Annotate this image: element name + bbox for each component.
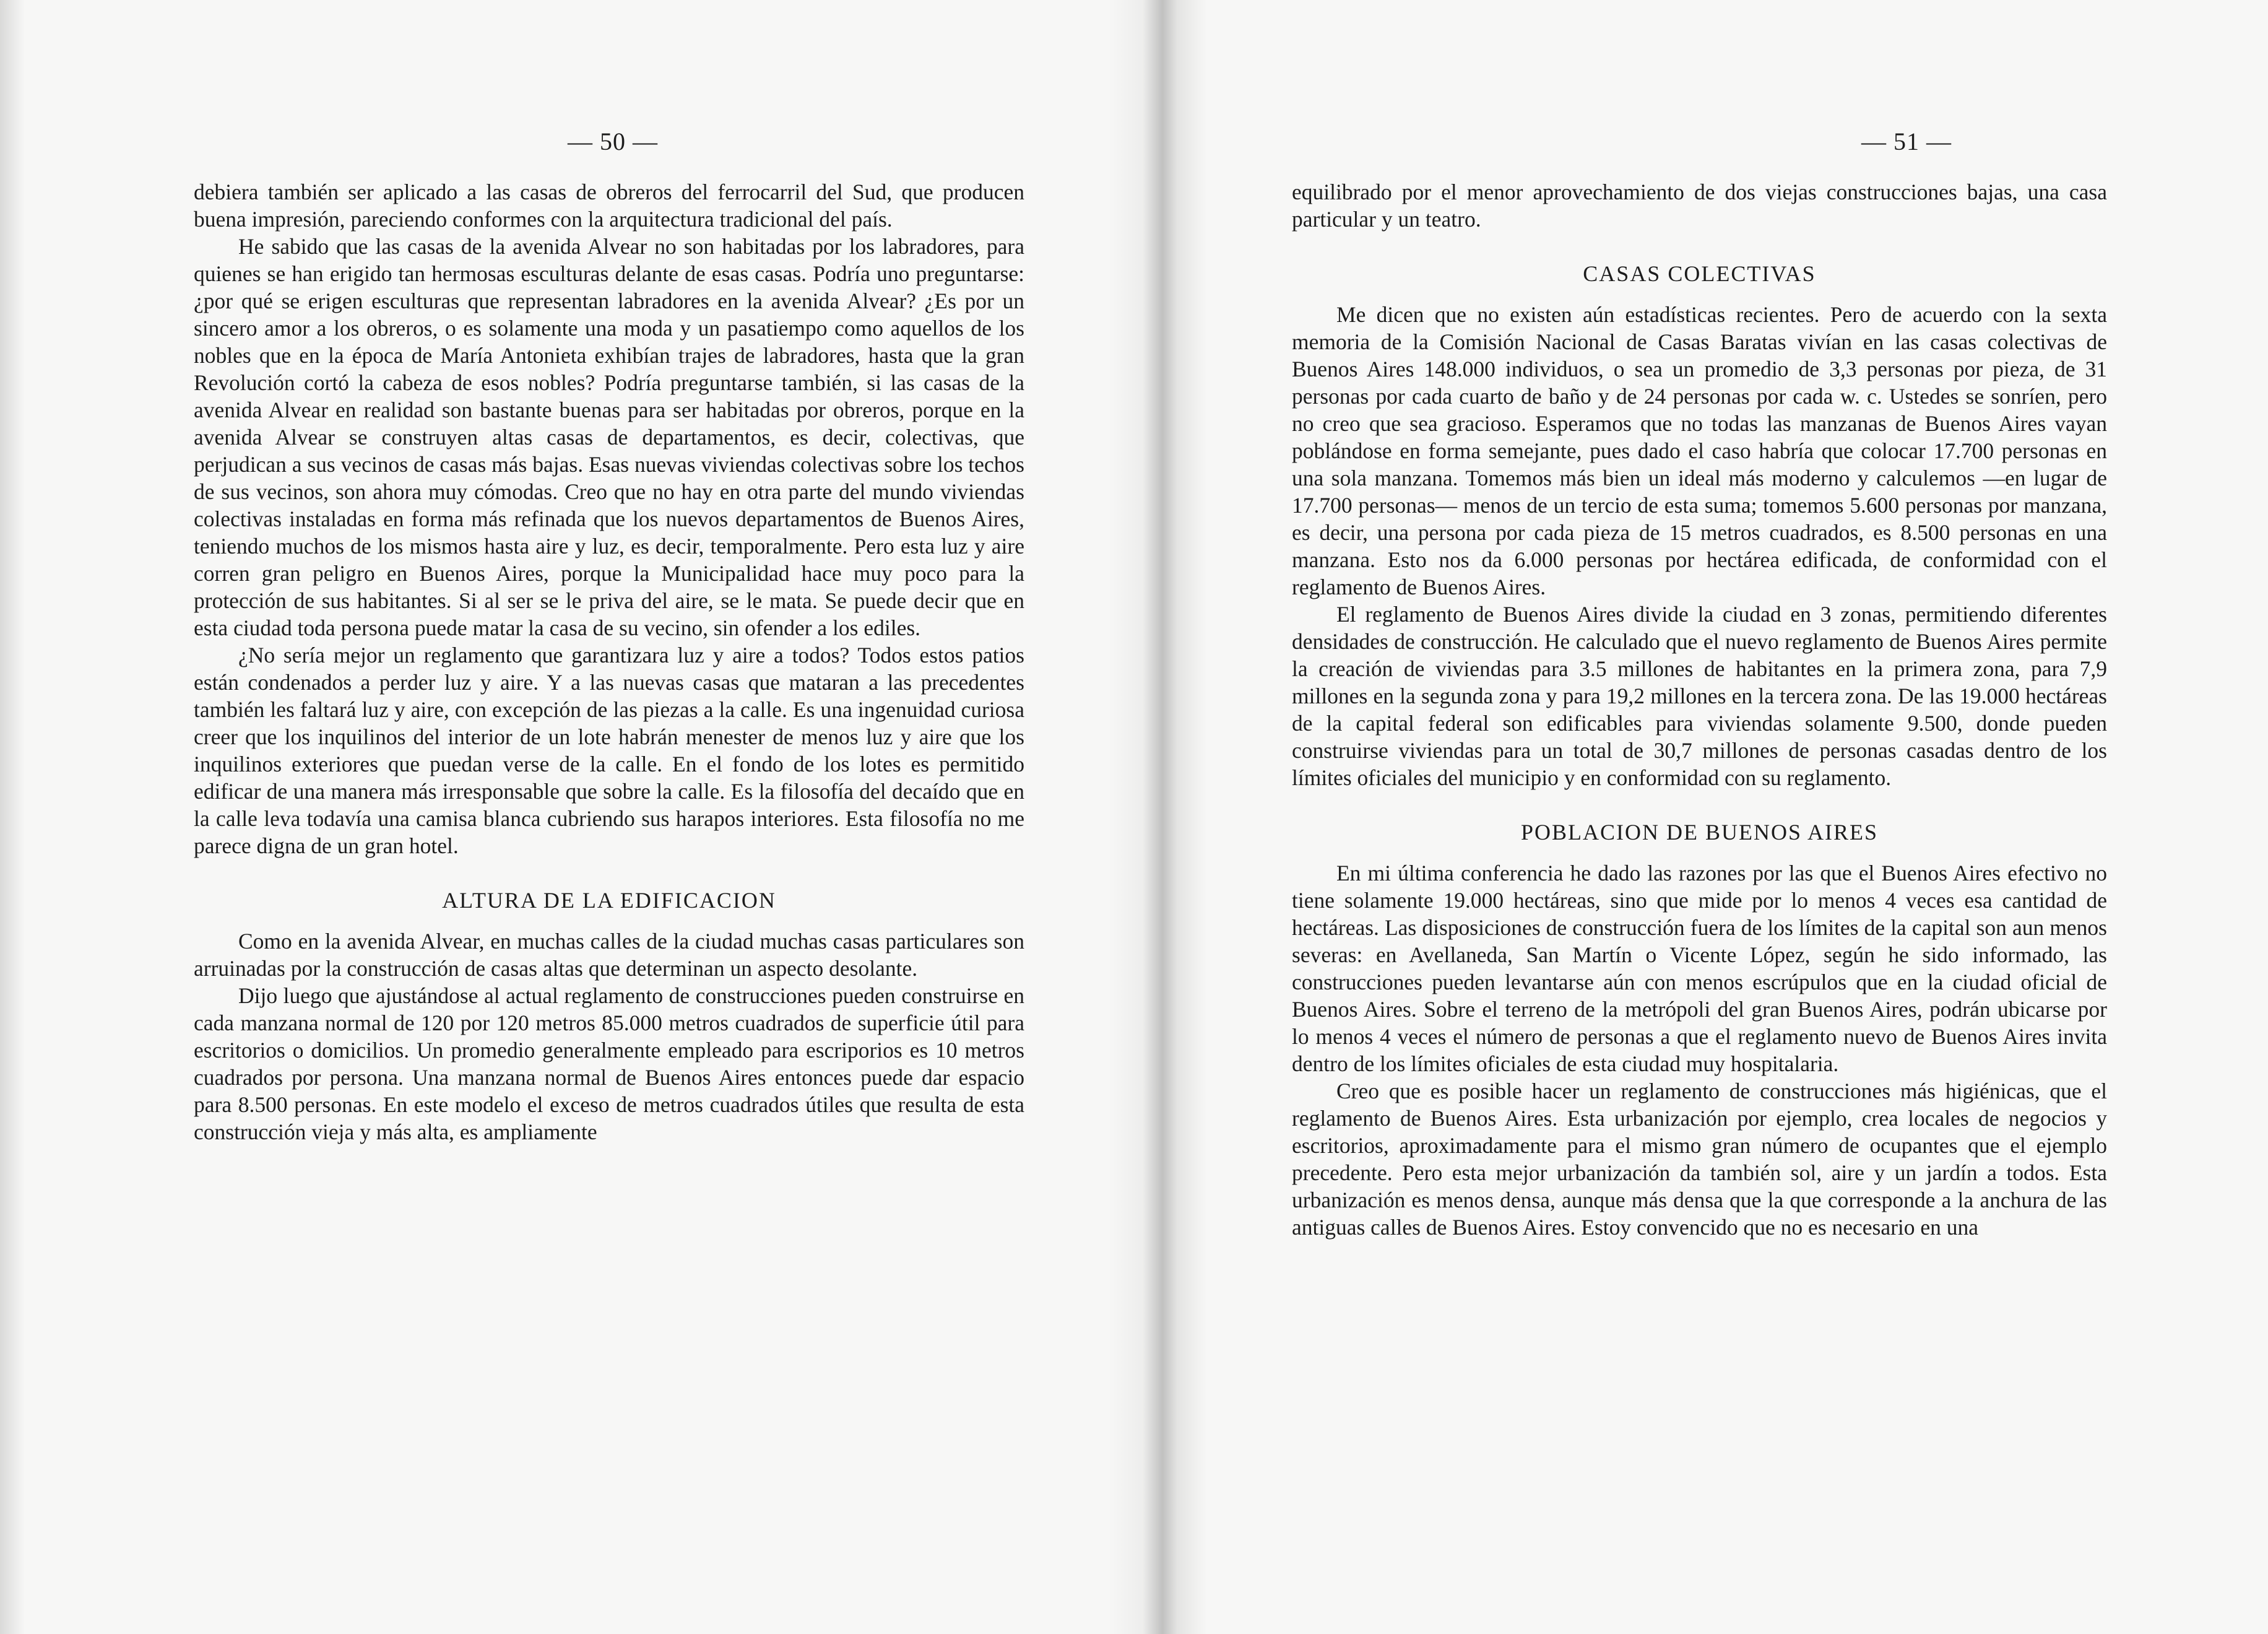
- section-heading: POBLACION DE BUENOS AIRES: [1520, 820, 1879, 845]
- section-heading: ALTURA DE LA EDIFICACION: [442, 888, 776, 913]
- paragraph: Como en la avenida Alvear, en muchas calles de la ciudad muchas casas particulares son arruinadas por la construcción de casas altas que determinan un aspecto desolante.: [194, 929, 1024, 981]
- paragraph: El reglamento de Buenos Aires divide la ciudad en 3 zonas, permitiendo diferentes densidades de construcción. He calculado que el nuevo reglamento de Buenos Aires permite la creación de viviendas para 3.5 millones de habitantes en la primera zona, para 7,9 millones en la segunda zona y para 19,2 millones en la tercera zona. De las 19.000 hectáreas de la capital federal son edificables para viviendas solamente 9.500, donde pueden construirse viviendas para un total de 30,7 millones de personas casadas dentro de los límites oficiales del municipio y en conformidad con su reglamento.: [1292, 602, 2107, 790]
- right-page: [1148, 0, 2268, 1634]
- paragraph: He sabido que las casas de la avenida Alvear no son habitadas por los labradores, para quienes se han erigido tan hermosas esculturas delante de esas casas. Podría uno preguntarse: ¿por qué se erigen esculturas que representan labradores en la avenida Alvear? ¿Es por un sincero amor a los obreros, o es solamente una moda y un pasatiempo como aquellos de los nobles que en la época de María Antonieta exhibían trajes de labradores, hasta que la gran Revolución cortó la cabeza de esos nobles? Podría preguntarse también, si las casas de la avenida Alvear en realidad son bastante buenas para ser habitadas por obreros, porque en la avenida Alvear se construyen altas casas de departamentos, es decir, colectivas, que perjudican a sus vecinos de casas más bajas. Esas nuevas viviendas colectivas sobre los techos de sus vecinos, son ahora muy cómodas. Creo que no hay en otra parte del mundo viviendas colectivas instaladas en forma más refinada que los nuevos departamentos de Buenos Aires, teniendo muchos de los mismos hasta aire y luz, es decir, temporalmente. Pero esta luz y aire corren gran peligro en Buenos Aires, porque la Municipalidad hace muy poco para la protección de sus habitantes. Si al ser se le priva del aire, se le mata. Se puede decir que en esta ciudad toda persona puede matar la casa de su vecino, sin ofender a los ediles.: [194, 234, 1024, 640]
- page-edge-shadow: [0, 0, 25, 1634]
- paragraph: Me dicen que no existen aún estadísticas recientes. Pero de acuerdo con la sexta memoria de la Comisión Nacional de Casas Baratas vivían en las casas colectivas de Buenos Aires 148.000 individuos, o sea un promedio de 3,3 personas por pieza, de 31 personas por cada cuarto de baño y de 24 personas por cada w. c. Ustedes se sonríen, pero no creo que sea gracioso. Esperamos que no todas las manzanas de Buenos Aires vayan poblándose en forma semejante, pues dado el caso habría que colocar 17.700 personas en una sola manzana. Tomemos más bien un ideal más moderno y calculemos —en lugar de 17.700 personas— menos de un tercio de esta suma; tomemos 5.600 personas por manzana, es decir, una persona por cada pieza de 15 metros cuadrados, es 8.500 personas en una manzana. Esto nos da 6.000 personas por hectárea edificada, de conformidad con el reglamento de Buenos Aires.: [1292, 302, 2107, 599]
- paragraph: Creo que es posible hacer un reglamento de construcciones más higiénicas, que el reglamento de Buenos Aires. Esta urbanización por ejemplo, crea locales de negocios y escritorios, aproximadamente para el mismo gran número de ocupantes que el ejemplo precedente. Pero esta mejor urbanización da también sol, aire y un jardín a todos. Esta urbanización es menos densa, aunque más densa que la que corresponde a la anchura de las antiguas calles de Buenos Aires. Estoy convencido que no es necesario en una: [1292, 1079, 2107, 1240]
- page-number: — 51 —: [1861, 128, 1952, 155]
- paragraph: ¿No sería mejor un reglamento que garantizara luz y aire a todos? Todos estos patios están condenados a perder luz y aire. Y a las nuevas casas que mataran a las precedentes también les faltará luz y aire, con excepción de las piezas a la calle. Es una ingenuidad curiosa creer que los inquilinos del interior de un lote habrán menester de menos luz y aire que los inquilinos exteriores que puedan verse de la calle. En el fondo de los lotes es permitido edificar de una manera más irresponsable que sobre la calle. Es la filosofía del decaído que en la calle leva todavía una camisa blanca cubriendo sus harapos interiores. Esta filosofía no me parece digna de un gran hotel.: [194, 643, 1024, 858]
- paragraph: equilibrado por el menor aprovechamiento de dos viejas construcciones bajas, una casa particular y un teatro.: [1292, 180, 2107, 232]
- left-page-body: [194, 178, 1024, 1145]
- page-number: — 50 —: [568, 128, 658, 155]
- right-page-body: [1292, 178, 2107, 1241]
- section-heading: CASAS COLECTIVAS: [1583, 261, 1816, 286]
- paragraph: debiera también ser aplicado a las casas de obreros del ferrocarril del Sud, que producen buena impresión, pareciendo conformes con la arquitectura tradicional del país.: [194, 180, 1024, 232]
- paragraph: Dijo luego que ajustándose al actual reglamento de construcciones pueden construirse en cada manzana normal de 120 por 120 metros 85.000 metros cuadrados de superficie útil para escritorios o domicilios. Un promedio generalmente empleado para escriporios es 10 metros cuadrados por persona. Una manzana normal de Buenos Aires entonces puede dar espacio para 8.500 personas. En este modelo el exceso de metros cuadrados útiles que resulta de esta construcción vieja y más alta, es ampliamente: [194, 983, 1024, 1144]
- paragraph: En mi última conferencia he dado las razones por las que el Buenos Aires efectivo no tiene solamente 19.000 hectáreas, sino que mide por lo menos 4 veces esa cantidad de hectáreas. Las disposiciones de construcción fuera de los límites de la capital son aun menos severas: en Avellaneda, San Martín o Vicente López, según he sido informado, las construcciones pueden levantarse aún con menos escrúpulos que en la ciudad oficial de Buenos Aires. Sobre el terreno de la metrópoli del gran Buenos Aires, podrán ubicarse por lo menos 4 veces el número de personas a que el reglamento nuevo de Buenos Aires invita dentro de los límites oficiales de esta ciudad muy hospitalaria.: [1292, 861, 2107, 1076]
